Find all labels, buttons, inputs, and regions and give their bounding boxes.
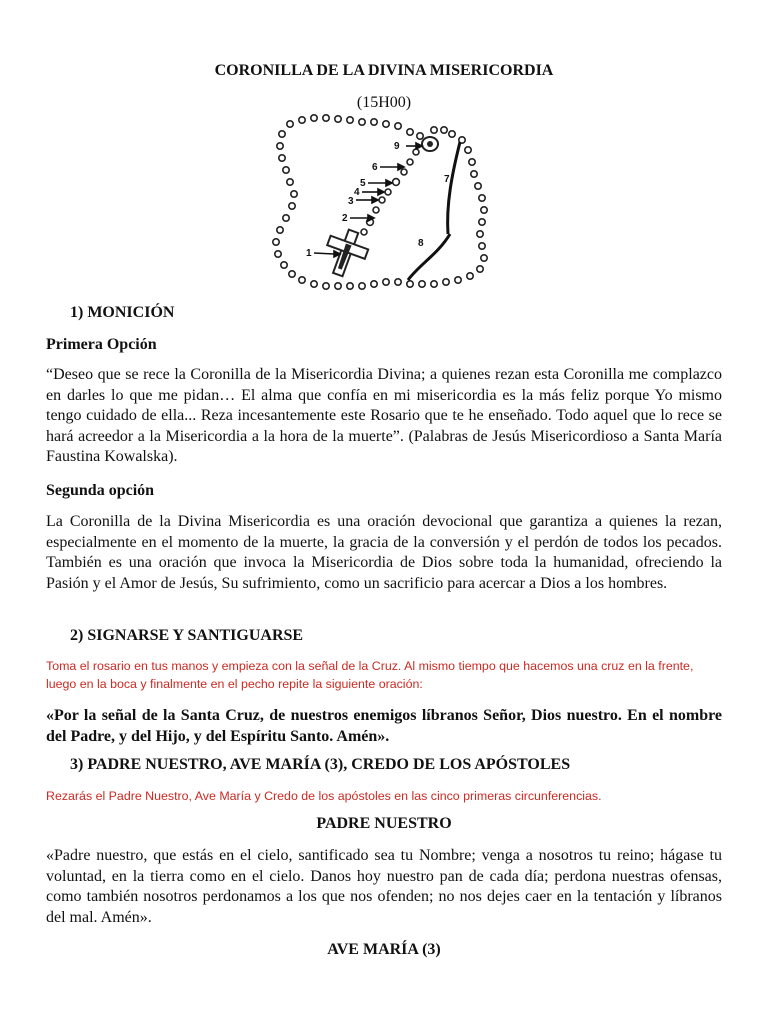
figure-label-7: 7	[444, 174, 450, 185]
section3-instruction: Rezarás el Padre Nuestro, Ave María y Credo de los apóstoles en las cinco primeras circunferencias.	[46, 789, 602, 803]
option1-title: Primera Opción	[46, 336, 157, 353]
figure-label-1: 1	[306, 248, 312, 259]
section2-prayer: «Por la señal de la Santa Cruz, de nuestros enemigos líbranos Señor, Dios nuestro. En el nombre del Padre, y del Hijo, y del Espíritu Santo. Amén».	[46, 707, 722, 745]
figure-label-3: 3	[348, 196, 354, 207]
section2-instruction: Toma el rosario en tus manos y empieza con la señal de la Cruz. Al mismo tiempo que hacemos una cruz en la frente, luego en la boca y finalmente en el pecho repite la siguiente oración:	[46, 659, 694, 691]
option1-text: “Deseo que se rece la Coronilla de la Misericordia Divina; a quienes rezan esta Coronilla me complazco en darles lo que me pidan… El alma que confía en mi misericordia es la más feliz porque Yo mismo tengo cuidado de ella... Reza incesantemente este Rosario que te he enseñado. Todo aquel que lo rece se hará acreedor a la Misericordia a la hora de la muerte”. (Palabras de Jesús Misericordioso a Santa María Faustina Kowalska).	[46, 366, 722, 465]
figure-label-5: 5	[360, 178, 366, 189]
padre-nuestro-text: «Padre nuestro, que estás en el cielo, santificado sea tu Nombre; venga a nosotros tu reino; hágase tu voluntad, en la tierra como en el cielo. Danos hoy nuestro pan de cada día; perdona nuestras ofensas, como también nosotros perdonamos a los que nos ofenden; no nos dejes caer en la tentación y líbranos del mal. Amén».	[46, 847, 722, 926]
section-heading-padre-ave-credo: 3) PADRE NUESTRO, AVE MARÍA (3), CREDO DE LOS APÓSTOLES	[70, 756, 571, 773]
rosary-diagram	[268, 114, 500, 294]
document-title: CORONILLA DE LA DIVINA MISERICORDIA	[214, 62, 554, 79]
padre-nuestro-title: PADRE NUESTRO	[316, 815, 452, 832]
option2-text: La Coronilla de la Divina Misericordia es una oración devocional que garantiza a quienes la rezan, especialmente en el momento de la muerte, la gracia de la conversión y el perdón de todos los pecados. También es una oración que invoca la Misericordia de Dios sobre toda la humanidad, ofreciendo la Pasión y el Amor de Jesús, Su sufrimiento, como un sacrificio para acercar a Dios a los hombres.	[46, 513, 722, 592]
figure-label-9: 9	[394, 141, 400, 152]
figure-label-4: 4	[354, 187, 360, 198]
ave-maria-title: AVE MARÍA (3)	[327, 941, 441, 958]
figure-label-6: 6	[372, 162, 378, 173]
rosary-beads	[273, 115, 487, 289]
section-heading-signarse: 2) SIGNARSE Y SANTIGUARSE	[70, 627, 304, 644]
figure-label-2: 2	[342, 213, 348, 224]
figure-label-8: 8	[418, 238, 424, 249]
time-subtitle: (15H00)	[356, 94, 412, 111]
option2-title: Segunda opción	[46, 482, 155, 499]
section-heading-monicion: 1) MONICIÓN	[70, 304, 175, 321]
